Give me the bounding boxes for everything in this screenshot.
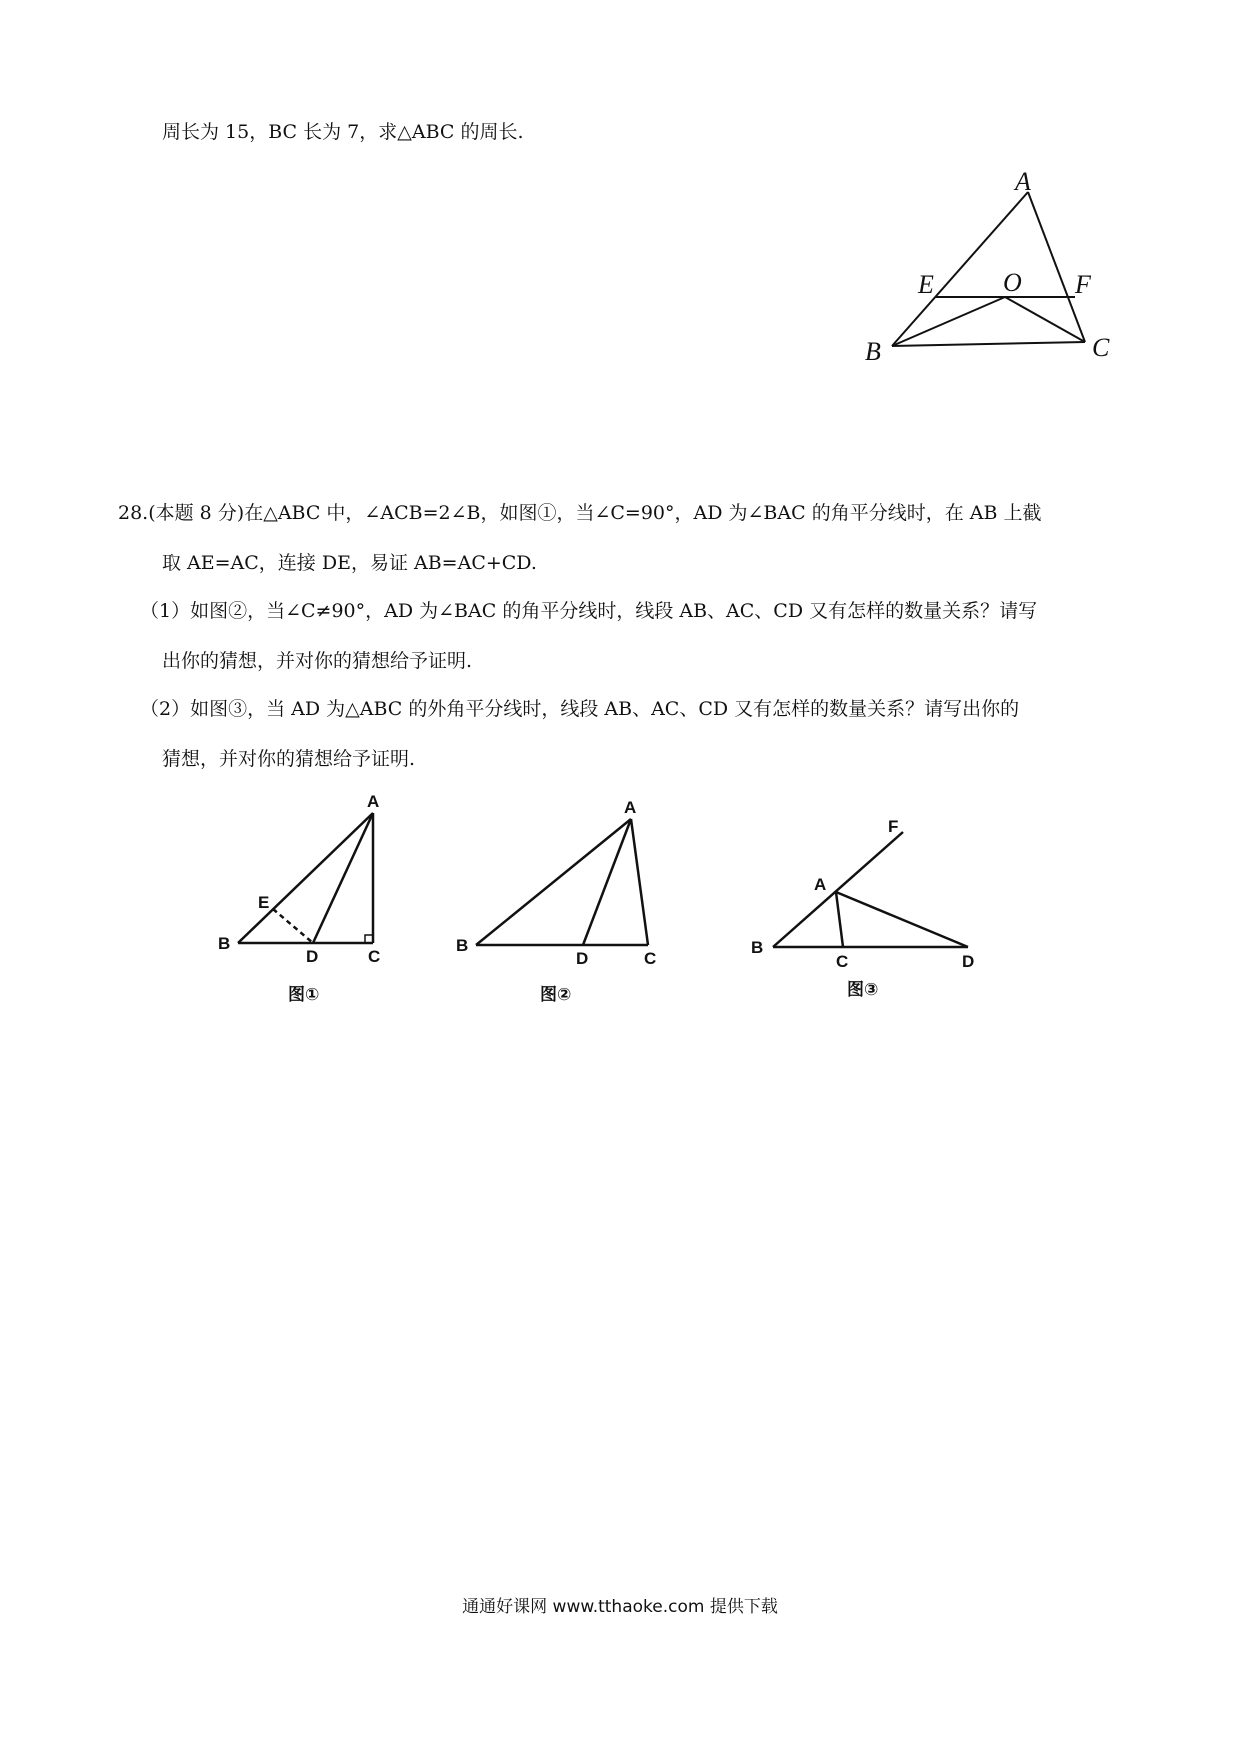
fig1-label-b: B bbox=[218, 934, 231, 953]
fig3-label-c: C bbox=[836, 952, 849, 970]
q28-part1-line-2: 出你的猜想，并对你的猜想给予证明. bbox=[162, 650, 473, 672]
q28-line-2: 取 AE=AC，连接 DE，易证 AB=AC+CD. bbox=[162, 552, 537, 574]
fig3-label-b: B bbox=[751, 938, 764, 957]
fig3-label-f: F bbox=[888, 820, 899, 836]
fig27-label-c: C bbox=[1092, 333, 1110, 362]
fig2-label-b: B bbox=[456, 936, 469, 955]
q28-part2-line-1: （2）如图③，当 AD 为△ABC 的外角平分线时，线段 AB、AC、CD 又有怎样的数量关系？请写出你的 bbox=[140, 698, 1020, 720]
fig1-label-a: A bbox=[367, 792, 380, 811]
fig1-label-e: E bbox=[258, 893, 270, 912]
q27-figure bbox=[860, 170, 1120, 370]
fig3-label-d: D bbox=[962, 952, 975, 970]
fig2-label-d: D bbox=[576, 949, 589, 965]
figure-2-caption: 图② bbox=[540, 985, 572, 1005]
figure-2 bbox=[448, 785, 678, 965]
fig27-label-a: A bbox=[1015, 170, 1031, 196]
figure-3 bbox=[748, 820, 988, 970]
q28-line-1: 28.(本题 8 分)在△ABC 中，∠ACB=2∠B，如图①，当∠C=90°，AD 为∠BAC 的角平分线时，在 AB 上截 bbox=[118, 502, 1042, 524]
fig1-label-d: D bbox=[306, 947, 319, 965]
q27-text: 周长为 15，BC 长为 7，求△ABC 的周长. bbox=[162, 121, 524, 143]
fig27-label-f: F bbox=[1075, 270, 1091, 299]
fig27-label-b: B bbox=[865, 337, 881, 366]
q28-part2-line-2: 猜想，并对你的猜想给予证明. bbox=[162, 748, 416, 770]
page-footer: 通通好课网 www.tthaoke.com 提供下载 bbox=[462, 1597, 778, 1617]
q28-part1-line-1: （1）如图②，当∠C≠90°，AD 为∠BAC 的角平分线时，线段 AB、AC、CD 又有怎样的数量关系？请写 bbox=[140, 600, 1038, 622]
fig1-label-c: C bbox=[368, 947, 381, 965]
figure-1-caption: 图① bbox=[288, 985, 320, 1005]
fig2-label-c: C bbox=[644, 949, 657, 965]
fig27-label-o: O bbox=[1003, 268, 1022, 297]
figure-3-caption: 图③ bbox=[847, 980, 879, 1000]
figure-1 bbox=[210, 785, 410, 965]
fig3-label-a: A bbox=[814, 875, 827, 894]
fig2-label-a: A bbox=[624, 798, 637, 817]
fig27-label-e: E bbox=[918, 270, 934, 299]
